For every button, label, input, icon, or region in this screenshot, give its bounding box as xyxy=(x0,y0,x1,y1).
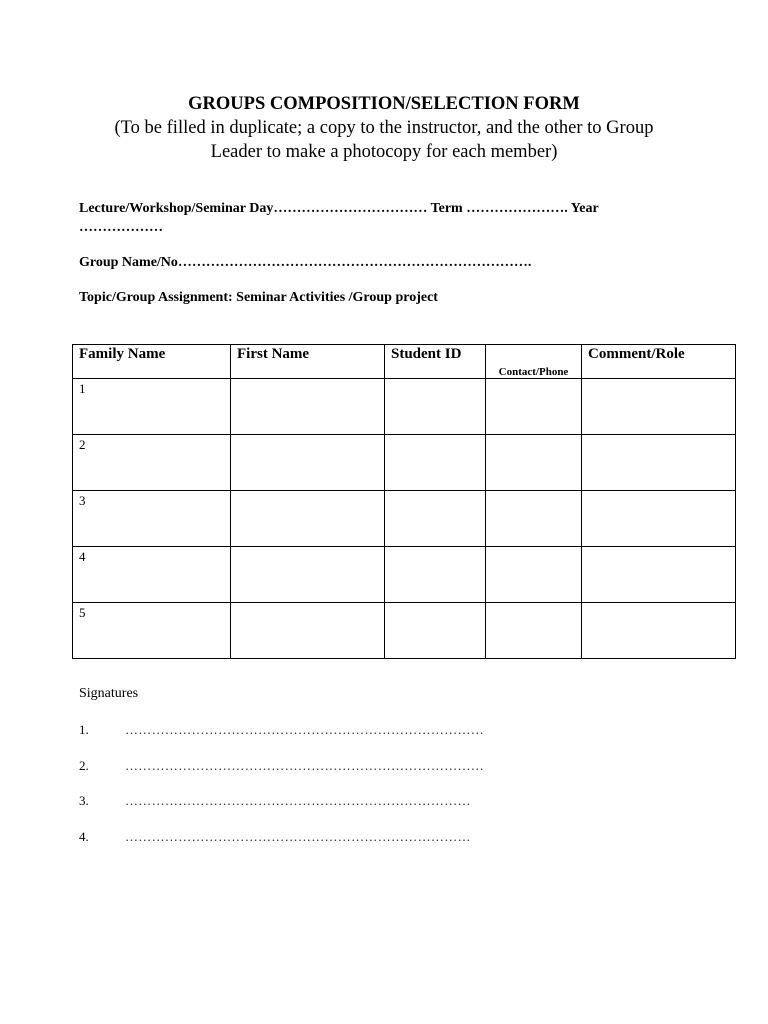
header-contact-phone: Contact/Phone xyxy=(486,345,582,379)
contact-phone-cell[interactable] xyxy=(486,603,582,659)
first-name-cell[interactable] xyxy=(231,491,385,547)
contact-phone-cell[interactable] xyxy=(486,435,582,491)
first-name-cell[interactable] xyxy=(231,435,385,491)
signature-number: 3. xyxy=(79,793,89,808)
row-number-cell[interactable]: 2 xyxy=(73,435,231,491)
row-number-cell[interactable]: 1 xyxy=(73,379,231,435)
signature-number: 1. xyxy=(79,722,89,737)
signature-number: 4. xyxy=(79,829,89,844)
signatures-heading: Signatures xyxy=(79,686,139,701)
comment-role-cell[interactable] xyxy=(582,603,736,659)
contact-phone-cell[interactable] xyxy=(486,379,582,435)
header-student-id: Student ID xyxy=(385,345,486,379)
group-name-field: Group Name/No…………………………………………………………………. xyxy=(79,255,532,270)
signature-number: 2. xyxy=(79,758,89,773)
table-row xyxy=(73,603,736,659)
group-members-table xyxy=(72,344,736,659)
table-row xyxy=(73,547,736,603)
form-subtitle-line-2: Leader to make a photocopy for each member) xyxy=(210,142,558,162)
comment-role-cell[interactable] xyxy=(582,547,736,603)
header-comment-role: Comment/Role xyxy=(582,345,736,379)
row-number-cell[interactable]: 3 xyxy=(73,491,231,547)
row-number-cell[interactable]: 4 xyxy=(73,547,231,603)
table-header-row xyxy=(73,345,736,379)
table-row xyxy=(73,379,736,435)
comment-role-cell[interactable] xyxy=(582,435,736,491)
first-name-cell[interactable] xyxy=(231,603,385,659)
comment-role-cell[interactable] xyxy=(582,379,736,435)
signature-dots: ……………………………………………………………………… xyxy=(125,758,485,773)
first-name-cell[interactable] xyxy=(231,547,385,603)
contact-phone-cell[interactable] xyxy=(486,547,582,603)
signature-dots: ……………………………………………………………………… xyxy=(125,722,485,737)
header-first-name: First Name xyxy=(231,345,385,379)
contact-phone-cell[interactable] xyxy=(486,491,582,547)
first-name-cell[interactable] xyxy=(231,379,385,435)
table-row xyxy=(73,491,736,547)
day-term-year-field: Lecture/Workshop/Seminar Day…………………………… Term …………………. Year xyxy=(79,201,599,216)
form-title: GROUPS COMPOSITION/SELECTION FORM xyxy=(188,94,580,114)
student-id-cell[interactable] xyxy=(385,603,486,659)
year-field-continuation: ……………… xyxy=(79,220,163,235)
comment-role-cell[interactable] xyxy=(582,491,736,547)
table-row xyxy=(73,435,736,491)
signature-dots: …………………………………………………………………… xyxy=(125,793,471,808)
signature-dots: …………………………………………………………………… xyxy=(125,829,471,844)
student-id-cell[interactable] xyxy=(385,491,486,547)
student-id-cell[interactable] xyxy=(385,379,486,435)
form-subtitle-line-1: (To be filled in duplicate; a copy to the instructor, and the other to Group xyxy=(114,118,654,138)
header-family-name: Family Name xyxy=(73,345,231,379)
row-number-cell[interactable]: 5 xyxy=(73,603,231,659)
student-id-cell[interactable] xyxy=(385,547,486,603)
student-id-cell[interactable] xyxy=(385,435,486,491)
topic-assignment-field: Topic/Group Assignment: Seminar Activities /Group project xyxy=(79,290,438,305)
